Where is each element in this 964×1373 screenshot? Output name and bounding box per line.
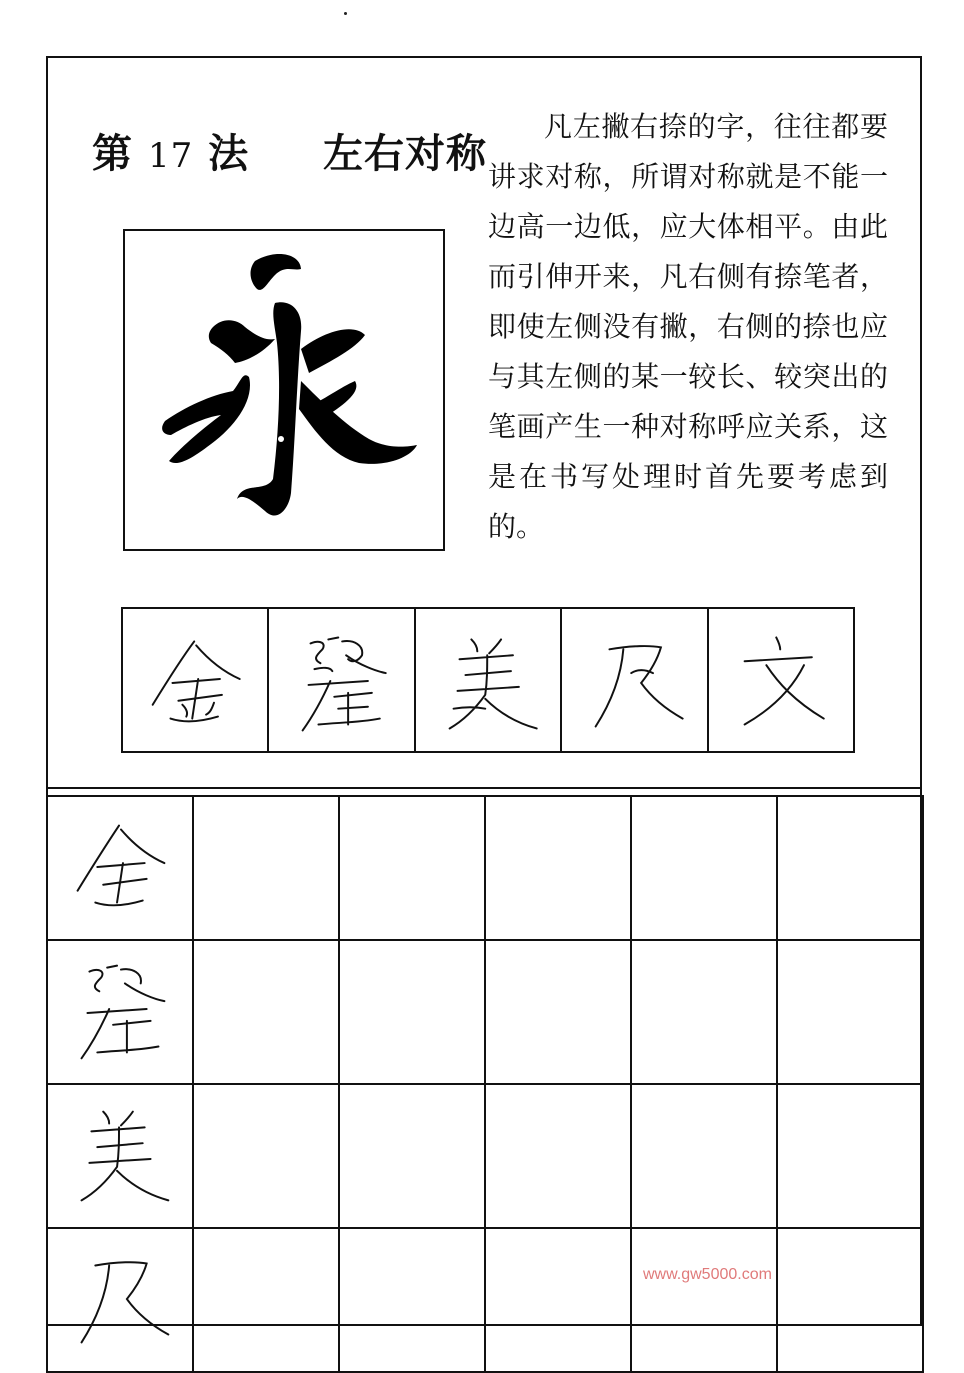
stray-dot [344,12,347,15]
lesson-number-label: 第 [92,131,133,177]
practice-cell[interactable] [631,940,777,1084]
sample-cell [709,609,853,751]
sample-character-row [121,607,855,753]
practice-cell[interactable] [777,1228,923,1372]
practice-row [47,796,923,940]
practice-cell[interactable] [339,796,485,940]
practice-cell[interactable] [339,940,485,1084]
sample-cell [562,609,708,751]
practice-cell[interactable] [777,940,923,1084]
worksheet [46,56,922,1326]
example-character-glyph [125,231,443,549]
model-glyph-jin [48,797,192,939]
practice-cell[interactable] [193,1228,339,1372]
description-text: 凡左撇右捺的字，往往都要讲求对称，所谓对称就是不能一边高一边低，应大体相平。由此而引伸开来，凡右侧有捺笔者，即使左侧没有撇，右侧的捺也应与其左侧的某一较长、较突出的笔画产生一种对称呼应关系，这是在书写处理时首先要考虑到的。 [488,110,888,543]
sample-cell [123,609,269,751]
practice-cell[interactable] [631,1084,777,1228]
model-cell [47,940,193,1084]
sample-glyph-ji [562,609,706,751]
sample-cell [269,609,415,751]
practice-cell[interactable] [777,796,923,940]
practice-cell[interactable] [339,1228,485,1372]
lesson-topic: 左右对称 [323,131,488,177]
practice-cell[interactable] [193,796,339,940]
sample-cell [416,609,562,751]
model-cell [47,1084,193,1228]
practice-cell[interactable] [339,1084,485,1228]
lesson-law-label: 法 [208,131,250,177]
model-cell [47,1228,193,1372]
model-glyph-jian [48,941,192,1083]
lesson-title [92,122,487,179]
sample-glyph-wen [709,609,853,751]
practice-cell[interactable] [485,940,631,1084]
lesson-number: 17 [147,136,194,176]
model-glyph-ji [48,1229,192,1371]
practice-row [47,1084,923,1228]
sample-glyph-jin [123,609,267,751]
practice-cell[interactable] [485,796,631,940]
watermark: www.gw5000.com [643,1266,772,1283]
practice-cell[interactable] [485,1084,631,1228]
practice-cell[interactable] [193,940,339,1084]
sample-glyph-jian [269,609,413,751]
practice-cell[interactable] [193,1084,339,1228]
lesson-description [488,102,888,552]
practice-grid [46,795,924,1373]
practice-cell[interactable] [485,1228,631,1372]
practice-cell[interactable] [631,1228,777,1372]
practice-row [47,940,923,1084]
model-glyph-mei [48,1085,192,1227]
practice-cell[interactable] [631,796,777,940]
practice-cell[interactable] [777,1084,923,1228]
practice-row [47,1228,923,1372]
sample-glyph-mei [416,609,560,751]
model-cell [47,796,193,940]
example-character-box [123,229,445,551]
section-divider [48,787,920,789]
